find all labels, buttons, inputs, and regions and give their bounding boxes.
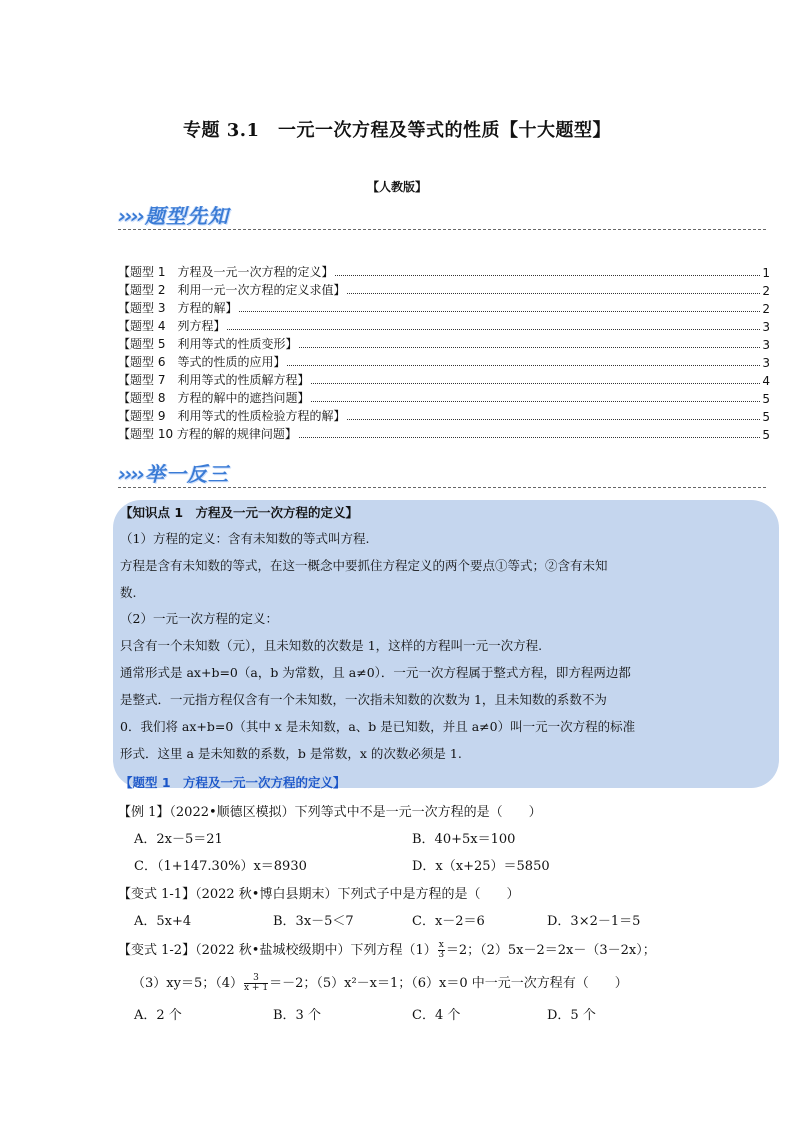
section-banner-practice [118,458,229,487]
knowledge-line: 0．我们将 ax+b=0（其中 x 是未知数，a、b 是已知数，并且 a≠0）叫一元一次方程的标准 [120,719,636,734]
variant-1-1-stem: 【变式 1-1】（2022 秋•博白县期末）下列式子中是方程的是（ ） [118,887,520,902]
toc-item[interactable]: 【题型 9 利用等式的性质检验方程的解】 5 [118,409,770,424]
table-of-contents [118,262,770,442]
fraction: $\frac{3}{x + 1}$ [244,973,269,993]
banner-text: 题型先知 [144,204,229,228]
toc-item[interactable]: 【题型 4 列方程】 3 [118,319,770,334]
knowledge-line: （1）方程的定义：含有未知数的等式叫方程. [120,531,370,546]
toc-item[interactable]: 【题型 5 利用等式的性质变形】 3 [118,337,770,352]
knowledge-heading: 【知识点 1 方程及一元一次方程的定义】 [120,505,359,520]
variant-1-2-stem: 【变式 1-2】（2022 秋•盐城校级期中）下列方程（1） $\frac{x}{3}$ ＝2；（2）5x－2＝2x－（3－2x）； [118,940,656,960]
banner-text: 举一反三 [144,462,229,486]
option-d[interactable]: D．x（x+25）＝5850 [412,859,550,874]
toc-item[interactable]: 【题型 7 利用等式的性质解方程】 4 [118,373,770,388]
type-heading: 【题型 1 方程及一元一次方程的定义】 [120,775,346,790]
option-c[interactable]: C．4 个 [412,1008,461,1023]
knowledge-line: （2）一元一次方程的定义： [120,611,278,626]
knowledge-line: 通常形式是 ax+b=0（a，b 为常数，且 a≠0）．一元一次方程属于整式方程，即方程两边都 [120,665,631,680]
knowledge-line: 方程是含有未知数的等式，在这一概念中要抓住方程定义的两个要点①等式；②含有未知 [120,558,608,573]
knowledge-line: 数. [120,585,137,600]
option-c[interactable]: C．（1+147.30%）x＝8930 [134,859,307,874]
page-title: 专题 3.1 一元一次方程及等式的性质【十大题型】 [182,120,612,141]
option-d[interactable]: D．3×2－1＝5 [547,914,641,929]
option-d[interactable]: D．5 个 [547,1008,596,1023]
toc-item[interactable]: 【题型 10 方程的解的规律问题】 5 [118,427,770,442]
toc-item[interactable]: 【题型 8 方程的解中的遮挡问题】 5 [118,391,770,406]
option-a[interactable]: A．5x+4 [134,914,192,929]
option-a[interactable]: A．2 个 [134,1008,182,1023]
arrows-icon: ›››› [118,462,143,486]
knowledge-line: 只含有一个未知数（元），且未知数的次数是 1，这样的方程叫一元一次方程. [120,638,543,653]
option-c[interactable]: C．x－2＝6 [412,914,485,929]
knowledge-line: 形式．这里 a 是未知数的系数，b 是常数，x 的次数必须是 1. [120,746,462,761]
knowledge-line: 是整式．一元指方程仅含有一个未知数，一次指未知数的次数为 1，且未知数的系数不为 [120,692,607,707]
toc-item[interactable]: 【题型 2 利用一元一次方程的定义求值】 2 [118,283,770,298]
section-banner-preview [118,200,229,229]
option-b[interactable]: B．40+5x＝100 [412,832,516,847]
option-b[interactable]: B．3x－5＜7 [273,914,354,929]
option-b[interactable]: B．3 个 [273,1008,321,1023]
variant-1-2-stem-line2: （3）xy＝5；（4） $\frac{3}{x + 1}$ ＝－2；（5）x²－x＝1；（6）x＝0 中一元一次方程有（ ） [132,973,628,993]
arrows-icon: ›››› [118,204,143,228]
edition-label: 【人教版】 [366,180,427,194]
option-a[interactable]: A．2x－5＝21 [134,832,223,847]
fraction: $\frac{x}{3}$ [438,940,445,960]
toc-item[interactable]: 【题型 1 方程及一元一次方程的定义】 1 [118,265,770,280]
divider [118,487,766,488]
divider [118,229,766,230]
toc-item[interactable]: 【题型 6 等式的性质的应用】 3 [118,355,770,370]
example-1-stem: 【例 1】（2022•顺德区模拟）下列等式中不是一元一次方程的是（ ） [118,805,542,820]
toc-item[interactable]: 【题型 3 方程的解】 2 [118,301,770,316]
